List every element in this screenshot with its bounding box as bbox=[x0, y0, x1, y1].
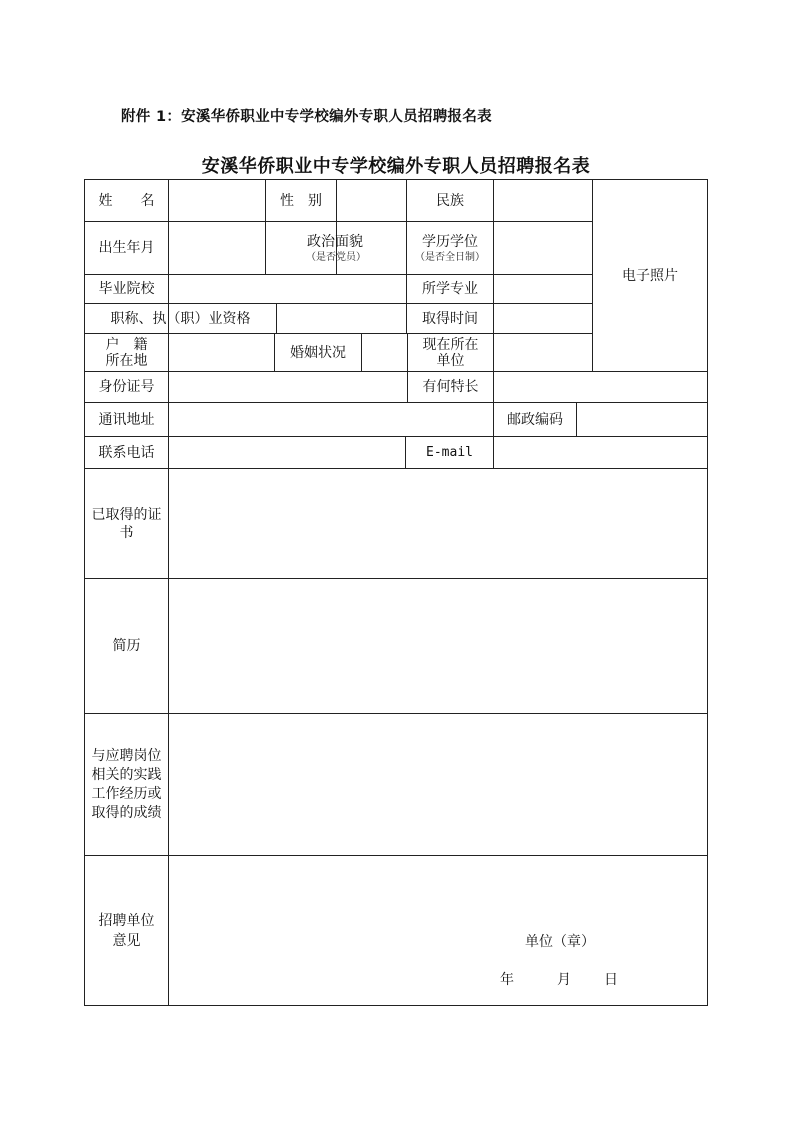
specialty-field[interactable] bbox=[494, 372, 707, 402]
label-birth: 出生年月 bbox=[98, 240, 155, 256]
date-year: 年 bbox=[500, 972, 514, 988]
label-resume: 简历 bbox=[112, 638, 141, 654]
label-marital: 婚姻状况 bbox=[290, 344, 346, 361]
education-field[interactable] bbox=[494, 222, 592, 274]
phone-field[interactable] bbox=[169, 437, 405, 468]
certificates-line-2: 书 bbox=[119, 524, 134, 541]
email-field[interactable] bbox=[494, 437, 707, 468]
name-field[interactable] bbox=[169, 180, 265, 221]
attachment-title: 附件 1：安溪华侨职业中专学校编外专职人员招聘报名表 bbox=[121, 109, 492, 125]
major-field[interactable] bbox=[494, 275, 592, 303]
practice-field[interactable] bbox=[169, 714, 707, 855]
label-certificates bbox=[85, 469, 168, 578]
resume-field[interactable] bbox=[169, 579, 707, 713]
label-specialty: 有何特长 bbox=[422, 379, 479, 395]
title-qualification-field[interactable] bbox=[277, 304, 406, 333]
label-title-qualification: 职称、执（职）业资格 bbox=[110, 310, 251, 327]
photo-field[interactable] bbox=[593, 180, 707, 371]
marital-field[interactable] bbox=[362, 334, 407, 371]
practice-line-3: 工作经历或 bbox=[91, 785, 162, 802]
label-political-status bbox=[266, 222, 406, 274]
label-school: 毕业院校 bbox=[98, 281, 155, 297]
education-note: （是否全日制） bbox=[415, 251, 485, 263]
label-photo: 电子照片 bbox=[622, 267, 678, 284]
label-practice bbox=[85, 714, 168, 855]
label-education bbox=[407, 222, 493, 274]
label-current-unit bbox=[408, 334, 493, 371]
seal-label: 单位（章） bbox=[525, 934, 595, 950]
current-unit-line-1: 现在所在 bbox=[422, 336, 479, 353]
postcode-field[interactable] bbox=[577, 403, 707, 436]
education-text: 学历学位 bbox=[422, 233, 478, 250]
id-number-field[interactable] bbox=[169, 372, 407, 402]
obtain-time-field[interactable] bbox=[494, 304, 592, 333]
current-unit-field[interactable] bbox=[494, 334, 592, 371]
label-major: 所学专业 bbox=[422, 281, 478, 297]
birth-field[interactable] bbox=[169, 222, 265, 274]
practice-line-4: 取得的成绩 bbox=[91, 804, 162, 821]
opinion-line-1: 招聘单位 bbox=[98, 913, 155, 929]
label-ethnicity: 民族 bbox=[436, 192, 464, 209]
label-address: 通讯地址 bbox=[98, 411, 155, 428]
practice-line-1: 与应聘岗位 bbox=[91, 747, 162, 764]
label-id-number: 身份证号 bbox=[98, 379, 155, 395]
gender-field[interactable] bbox=[337, 180, 406, 221]
form-title: 安溪华侨职业中专学校编外专职人员招聘报名表 bbox=[201, 156, 591, 177]
practice-line-2: 相关的实践 bbox=[91, 766, 162, 783]
label-obtain-time: 取得时间 bbox=[422, 310, 478, 327]
label-gender: 性 别 bbox=[280, 192, 322, 209]
opinion-line-2: 意见 bbox=[112, 933, 141, 949]
political-status-text: 政治面貌 bbox=[307, 233, 363, 250]
household-line-1: 户 籍 bbox=[105, 336, 148, 353]
household-field[interactable] bbox=[169, 334, 274, 371]
registration-form bbox=[84, 179, 708, 1006]
certificates-line-1: 已取得的证 bbox=[91, 506, 162, 523]
address-field[interactable] bbox=[169, 403, 493, 436]
label-household bbox=[85, 334, 168, 371]
date-day: 日 bbox=[604, 972, 618, 988]
political-status-note: （是否党员） bbox=[306, 251, 366, 263]
label-name: 姓 名 bbox=[98, 192, 155, 209]
school-field[interactable] bbox=[169, 275, 406, 303]
opinion-field[interactable] bbox=[169, 856, 707, 1006]
ethnicity-field[interactable] bbox=[494, 180, 592, 221]
label-phone: 联系电话 bbox=[98, 444, 155, 461]
date-month: 月 bbox=[557, 972, 571, 988]
certificates-field[interactable] bbox=[169, 469, 707, 578]
label-email: E-mail bbox=[426, 444, 473, 460]
household-line-2: 所在地 bbox=[105, 352, 148, 369]
label-opinion bbox=[85, 856, 168, 1006]
current-unit-line-2: 单位 bbox=[436, 352, 465, 369]
label-postcode: 邮政编码 bbox=[507, 411, 563, 428]
